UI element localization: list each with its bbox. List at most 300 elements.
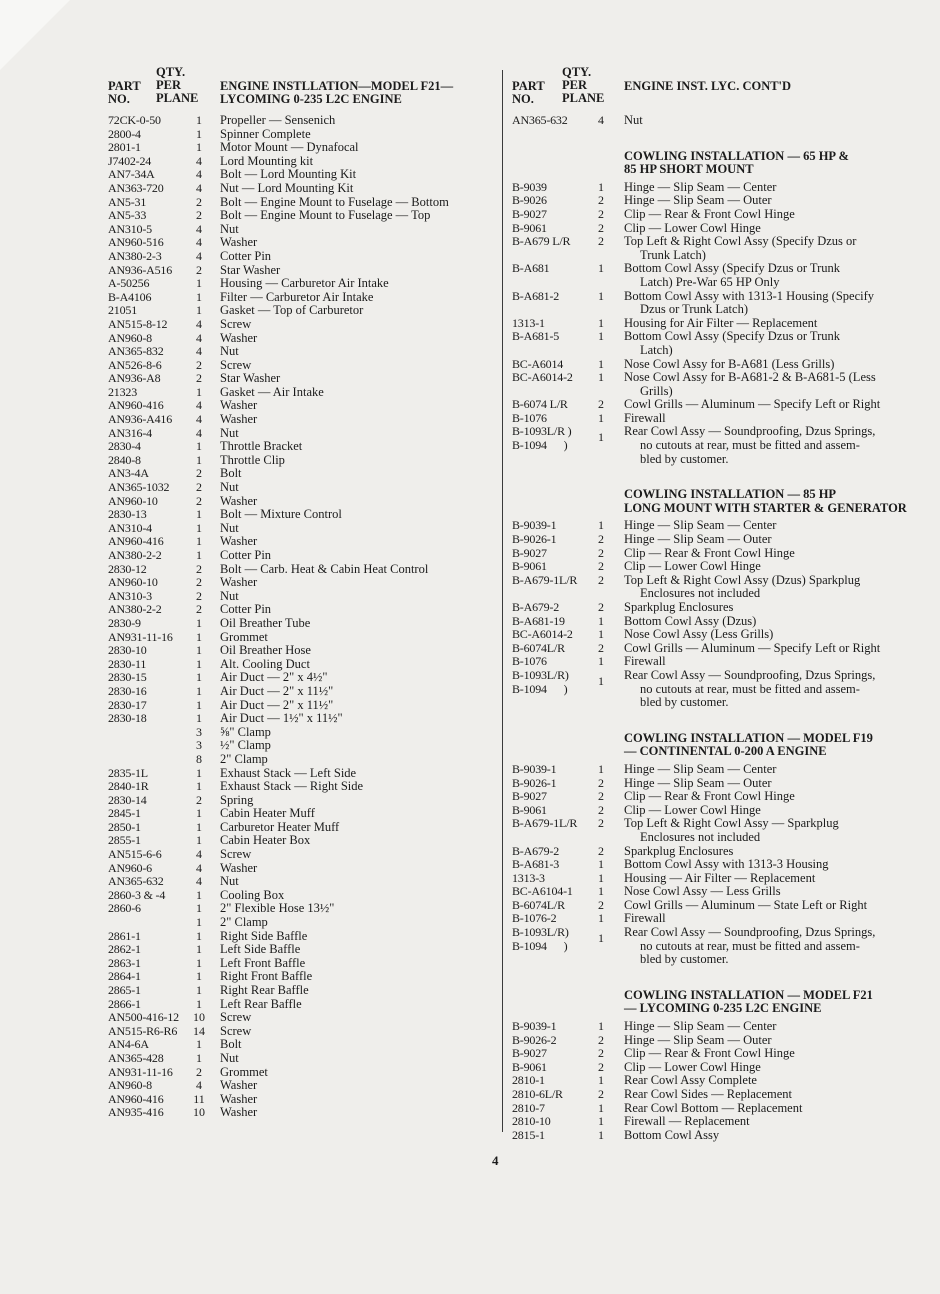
description: [624, 181, 908, 195]
quantity: 2: [196, 1064, 202, 1079]
quantity: 4: [196, 221, 202, 236]
quantity: 2: [598, 640, 604, 655]
description-text: Screw: [220, 1010, 252, 1025]
description: [220, 291, 500, 305]
right-column: [512, 66, 908, 1142]
description-text: Right Rear Baffle: [220, 983, 309, 997]
table-row: [108, 563, 500, 577]
quantity: 4: [196, 847, 202, 862]
part-number: 2815-1: [512, 1127, 545, 1142]
description-text: Clip — Rear & Front Cowl Hinge: [624, 206, 795, 221]
table-row: [108, 957, 500, 971]
part-number: 2801-1: [108, 140, 141, 155]
description-text: Cowl Grills — Aluminum — State Left or Right: [624, 897, 868, 912]
part-number: BC-A6104-1: [512, 884, 573, 899]
quantity: 1: [196, 643, 202, 658]
description-text: Hinge — Slip Seam — Center: [624, 179, 777, 194]
description-text: Washer: [220, 330, 258, 345]
table-row: [108, 807, 500, 821]
description-continued: Enclosures not included: [640, 829, 761, 844]
table-row: [512, 790, 908, 804]
description-text: Housing — Air Filter — Replacement: [624, 870, 816, 885]
part-number: B-1093L/R ) B-1094 ): [512, 424, 572, 453]
part-number: AN5-33: [108, 208, 147, 223]
part-number: B-A679 L/R: [512, 234, 571, 249]
quantity: 2: [598, 600, 604, 614]
quantity: 1: [196, 779, 202, 794]
table-row: [512, 371, 908, 398]
description: [624, 358, 908, 372]
quantity: 2: [598, 897, 604, 912]
part-number: AN310-4: [108, 520, 152, 535]
table-row: [108, 535, 500, 549]
cowling-section: [512, 989, 908, 1143]
table-row: [512, 1129, 908, 1143]
table-row: [108, 834, 500, 848]
cowling-section: [512, 150, 908, 467]
quantity: 1: [598, 1127, 604, 1142]
part-number: 2840-8: [108, 452, 141, 467]
description-text: Oil Breather Tube: [220, 615, 311, 630]
quantity: 4: [196, 167, 202, 182]
description: [220, 1011, 500, 1025]
table-row: [512, 330, 908, 357]
quantity: 2: [196, 357, 202, 372]
description-continued: Grills): [640, 383, 673, 398]
left-column: [108, 66, 500, 1120]
quantity: 2: [598, 220, 604, 235]
description: [220, 807, 500, 821]
quantity: 1: [196, 452, 202, 467]
description-continued: Enclosures not included: [640, 586, 761, 601]
table-row: [512, 1102, 908, 1116]
table-row: [108, 196, 500, 210]
quantity: 1: [598, 179, 604, 194]
quantity: 4: [196, 425, 202, 440]
table-row: [512, 926, 908, 967]
table-row: [108, 264, 500, 278]
description-text: Rear Cowl Assy — Soundproofing, Dzus Springs,: [624, 424, 876, 439]
description-text: Rear Cowl Assy Complete: [624, 1073, 757, 1088]
description: [220, 739, 500, 753]
part-number: 2865-1: [108, 983, 141, 997]
table-row: [108, 671, 500, 685]
description-text: Cooling Box: [220, 887, 285, 902]
quantity: 2: [598, 559, 604, 574]
description: [220, 930, 500, 944]
quantity: 4: [196, 153, 202, 168]
quantity: 1: [196, 955, 202, 970]
quantity: 1: [598, 370, 604, 385]
description-continued: Trunk Latch): [640, 247, 706, 262]
table-row: [108, 1066, 500, 1080]
table-row: [108, 658, 500, 672]
quantity: 2: [598, 234, 604, 249]
description-text: Gasket — Air Intake: [220, 384, 324, 399]
table-row: [108, 304, 500, 318]
quantity: 1: [598, 518, 604, 533]
part-number: 2864-1: [108, 969, 141, 984]
part-number: AN380-2-2: [108, 602, 162, 617]
table-row: [512, 777, 908, 791]
part-number: B-6074 L/R: [512, 397, 568, 412]
description: [624, 912, 908, 926]
part-number: AN310-3: [108, 588, 152, 603]
quantity: 1: [598, 430, 604, 445]
description-text: Filter — Carburetor Air Intake: [220, 289, 374, 304]
table-row: [108, 617, 500, 631]
description-continued: no cutouts at rear, must be fitted and assem- bled by customer.: [640, 938, 860, 967]
table-row: [512, 817, 908, 844]
description-text: Firewall: [624, 911, 666, 926]
description: [220, 1066, 500, 1080]
description-text: Washer: [220, 235, 258, 250]
part-number: 2810-7: [512, 1100, 545, 1115]
table-row: [512, 519, 908, 533]
quantity: 1: [196, 507, 202, 522]
part-number: BC-A6014-2: [512, 627, 573, 642]
table-row: [512, 235, 908, 262]
description: [220, 155, 500, 169]
quantity: 2: [598, 1087, 604, 1101]
part-number: 72CK-0-50: [108, 113, 161, 127]
description: [220, 889, 500, 903]
description: [220, 413, 500, 427]
quantity: 11: [193, 1091, 205, 1106]
description: [624, 574, 908, 601]
table-row: [108, 767, 500, 781]
part-number: B-6074L/R: [512, 897, 565, 912]
quantity: 1: [196, 683, 202, 698]
table-row: [512, 560, 908, 574]
description-text: Screw: [220, 316, 252, 331]
description: [220, 916, 500, 930]
part-number: B-A681: [512, 261, 550, 276]
description-text: Nut: [220, 425, 239, 440]
section-heading: COWLING INSTALLATION — 65 HP & 85 HP SHORT MOUNT: [624, 148, 849, 177]
description: [220, 957, 500, 971]
quantity: 1: [598, 329, 604, 344]
part-number: 2845-1: [108, 806, 141, 821]
table-row: [108, 970, 500, 984]
description-text: ½" Clamp: [220, 738, 271, 753]
description: [624, 371, 908, 398]
description-text: Clip — Rear & Front Cowl Hinge: [624, 545, 795, 560]
quantity: 1: [196, 887, 202, 902]
table-row: [512, 425, 908, 466]
description-text: Nose Cowl Assy for B-A681-2 & B-A681-5 (Less: [624, 370, 876, 385]
quantity: 1: [196, 629, 202, 644]
part-number: 1313-3: [512, 870, 545, 885]
qty-heading: QTY. PER PLANE: [562, 65, 605, 105]
description-text: Bolt — Engine Mount to Fuselage — Top: [220, 208, 431, 223]
description: [220, 508, 500, 522]
description-text: Star Washer: [220, 262, 281, 277]
description-text: Cabin Heater Muff: [220, 806, 315, 821]
part-number: 2830-18: [108, 711, 147, 726]
table-row: [512, 669, 908, 710]
description: [220, 685, 500, 699]
description-text: Cotter Pin: [220, 248, 272, 263]
quantity: 4: [196, 235, 202, 250]
description-text: Bolt: [220, 1037, 242, 1052]
description-text: Clip — Rear & Front Cowl Hinge: [624, 1046, 795, 1061]
table-row: [108, 916, 500, 930]
description-text: Throttle Clip: [220, 452, 285, 467]
part-number: AN515-6-6: [108, 847, 162, 862]
description-continued: no cutouts at rear, must be fitted and assem- bled by customer.: [640, 438, 860, 466]
table-row: [108, 427, 500, 441]
part-number: AN960-8: [108, 330, 152, 345]
quantity: 2: [598, 802, 604, 817]
description-text: Clip — Lower Cowl Hinge: [624, 1059, 761, 1074]
description: [220, 780, 500, 794]
description-text: Left Side Baffle: [220, 942, 301, 957]
description-text: Hinge — Slip Seam — Center: [624, 761, 777, 776]
table-row: [108, 399, 500, 413]
table-row: [512, 899, 908, 913]
table-row: [108, 223, 500, 237]
table-row: [108, 590, 500, 604]
part-number: B-A681-3: [512, 857, 560, 872]
description: [220, 875, 500, 889]
description: [220, 467, 500, 481]
description-text: Cowl Grills — Aluminum — Specify Left or Right: [624, 397, 881, 412]
description-text: Bottom Cowl Assy (Dzus): [624, 613, 757, 628]
description-text: Bolt — Mixture Control: [220, 507, 342, 522]
table-row: [108, 794, 500, 808]
description: [624, 790, 908, 804]
quantity: 3: [196, 738, 202, 753]
description: [624, 655, 908, 669]
description: [220, 359, 500, 373]
table-row: [108, 739, 500, 753]
quantity: 4: [196, 180, 202, 195]
description: [624, 669, 908, 710]
description: [220, 114, 500, 128]
description-text: Bottom Cowl Assy (Specify Dzus or Trunk: [624, 261, 840, 276]
table-row: [108, 889, 500, 903]
description-text: Washer: [220, 1078, 258, 1093]
table-row: [108, 250, 500, 264]
table-row: [512, 194, 908, 208]
description-text: Washer: [220, 398, 258, 413]
quantity: 4: [196, 874, 202, 889]
description: [624, 235, 908, 262]
quantity: 1: [598, 1114, 604, 1129]
part-number: 2861-1: [108, 928, 141, 943]
part-number: B-A681-5: [512, 329, 560, 344]
quantity: 2: [598, 545, 604, 560]
table-row: [108, 508, 500, 522]
part-number: AN960-6: [108, 860, 152, 875]
description: [220, 223, 500, 237]
description-text: 2" Clamp: [220, 915, 268, 930]
description: [220, 1052, 500, 1066]
quantity: 1: [196, 901, 202, 916]
description: [220, 970, 500, 984]
quantity: 1: [196, 806, 202, 821]
description-text: 2" Clamp: [220, 751, 268, 766]
description: [624, 777, 908, 791]
description-text: Left Front Baffle: [220, 955, 306, 970]
description-text: Air Duct — 2" x 11½": [220, 683, 334, 698]
quantity: 1: [196, 520, 202, 535]
description: [624, 1102, 908, 1116]
quantity: 2: [196, 262, 202, 277]
quantity: 1: [196, 697, 202, 712]
part-number: 2810-6L/R: [512, 1087, 563, 1101]
description: [220, 318, 500, 332]
part-number: B-9027: [512, 545, 547, 560]
description: [220, 481, 500, 495]
description: [220, 372, 500, 386]
quantity: 4: [196, 316, 202, 331]
table-row: [512, 845, 908, 859]
quantity: 2: [196, 466, 202, 481]
table-row: [512, 763, 908, 777]
table-row: [108, 1025, 500, 1039]
description: [220, 821, 500, 835]
table-row: [108, 168, 500, 182]
quantity: 1: [196, 656, 202, 671]
description-text: Bolt: [220, 466, 242, 481]
part-no-heading: PART NO.: [512, 79, 545, 106]
table-row: [108, 699, 500, 713]
description: [220, 590, 500, 604]
table-row: [108, 821, 500, 835]
quantity: 2: [196, 575, 202, 590]
quantity: 1: [196, 113, 202, 127]
description-text: Nut: [220, 221, 239, 236]
quantity: 1: [598, 613, 604, 628]
description-text: Nut: [624, 113, 643, 127]
part-number: AN960-8: [108, 1078, 152, 1093]
part-number: 2830-10: [108, 643, 147, 658]
part-number: 2862-1: [108, 942, 141, 957]
description-text: Screw: [220, 847, 252, 862]
quantity: 1: [598, 410, 604, 425]
description-text: Nut: [220, 874, 239, 889]
description: [220, 386, 500, 400]
table-row: [108, 372, 500, 386]
table-row: [108, 236, 500, 250]
parts-list: [512, 181, 908, 466]
table-row: [512, 181, 908, 195]
description: [624, 615, 908, 629]
description-text: Propeller — Sensenich: [220, 113, 336, 127]
part-number: AN960-10: [108, 493, 158, 508]
part-number: AN365-428: [108, 1050, 164, 1065]
quantity: 4: [196, 412, 202, 427]
part-number: AN365-632: [512, 113, 568, 127]
part-number: AN500-416-12: [108, 1010, 179, 1025]
quantity: 1: [196, 765, 202, 780]
part-no-heading: PART NO.: [108, 79, 141, 106]
part-number: 21323: [108, 384, 138, 399]
description-text: Air Duct — 2" x 11½": [220, 697, 334, 712]
parts-list: [512, 519, 908, 709]
description: [624, 194, 908, 208]
part-number: B-A679-1L/R: [512, 572, 578, 587]
description: [624, 628, 908, 642]
table-row: [108, 1093, 500, 1107]
table-row: [108, 454, 500, 468]
part-number: B-1093L/R) B-1094 ): [512, 667, 569, 696]
description-text: Nose Cowl Assy — Less Grills: [624, 884, 781, 899]
description: [220, 563, 500, 577]
table-row: [108, 848, 500, 862]
table-row: [512, 628, 908, 642]
quantity: 1: [196, 140, 202, 155]
quantity: 1: [196, 969, 202, 984]
description: [624, 560, 908, 574]
description: [624, 1115, 908, 1129]
part-number: J7402-24: [108, 153, 152, 168]
description: [220, 399, 500, 413]
part-number: 2830-9: [108, 615, 141, 630]
part-number: B-9061: [512, 1059, 547, 1074]
part-number: AN316-4: [108, 425, 152, 440]
section-heading: COWLING INSTALLATION — MODEL F21 — LYCOMING 0-235 L2C ENGINE: [624, 987, 873, 1016]
column-divider: [502, 70, 503, 1132]
quantity: 1: [598, 1019, 604, 1034]
table-row: [108, 277, 500, 291]
table-row: [108, 780, 500, 794]
table-row: [108, 998, 500, 1012]
table-row: [512, 358, 908, 372]
table-row: [512, 642, 908, 656]
table-row: [512, 222, 908, 236]
quantity: 1: [196, 126, 202, 141]
quantity: 2: [196, 194, 202, 209]
description: [220, 209, 500, 223]
quantity: 4: [196, 344, 202, 359]
description: [220, 712, 500, 726]
description-text: Housing — Carburetor Air Intake: [220, 276, 389, 291]
description-text: Rear Cowl Bottom — Replacement: [624, 1100, 803, 1115]
description-text: Air Duct — 1½" x 11½": [220, 711, 343, 726]
quantity: 1: [598, 931, 604, 946]
folded-corner: [0, 0, 70, 70]
part-number: B-9039-1: [512, 518, 557, 533]
table-row: [108, 1079, 500, 1093]
description-text: Right Side Baffle: [220, 928, 308, 943]
description-text: Bolt — Carb. Heat & Cabin Heat Control: [220, 561, 429, 576]
description: [624, 547, 908, 561]
section-title: ENGINE INSTLLATION—MODEL F21— LYCOMING 0-235 L2C ENGINE: [220, 79, 454, 106]
description: [220, 943, 500, 957]
quantity: 2: [196, 493, 202, 508]
part-number: B-9027: [512, 1046, 547, 1061]
table-row: [512, 317, 908, 331]
quantity: 4: [196, 398, 202, 413]
description: [624, 533, 908, 547]
description-text: Washer: [220, 575, 258, 590]
table-row: [108, 685, 500, 699]
part-number: B-9026: [512, 193, 547, 208]
part-number: B-1093L/R) B-1094 ): [512, 925, 569, 953]
table-row: [512, 1115, 908, 1129]
part-number: 2863-1: [108, 955, 141, 970]
description: [624, 1088, 908, 1102]
table-row: [108, 930, 500, 944]
table-row: [108, 726, 500, 740]
table-row: [512, 1061, 908, 1075]
description: [624, 262, 908, 289]
table-row: [108, 182, 500, 196]
description-text: Washer: [220, 860, 258, 875]
